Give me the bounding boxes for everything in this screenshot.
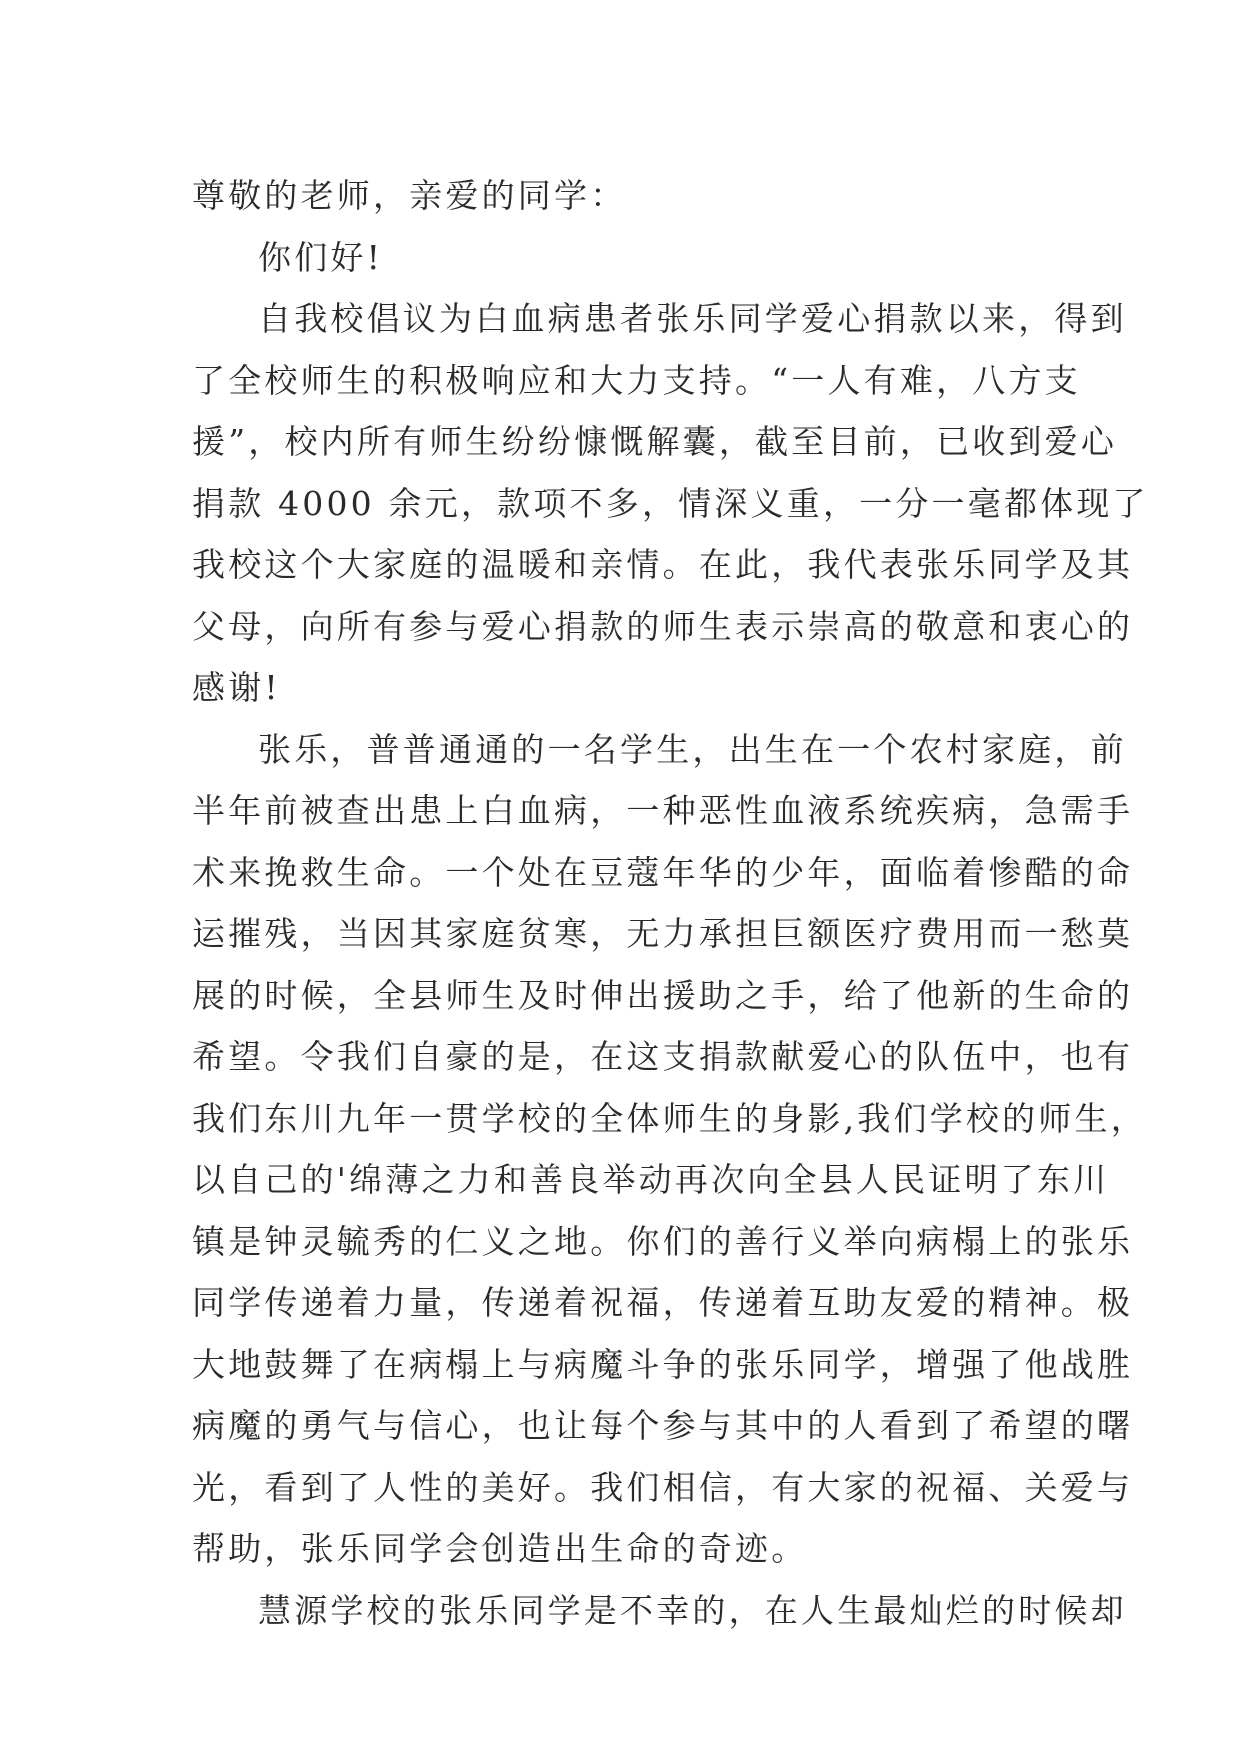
paragraph-line: 张乐，普普通通的一名学生，出生在一个农村家庭，前 — [258, 729, 1127, 769]
paragraph-line: 自我校倡议为白血病患者张乐同学爱心捐款以来，得到 — [258, 299, 1127, 338]
paragraph-line: 了全校师生的积极响应和大力支持。“一人有难，八方支 — [192, 360, 1081, 400]
paragraph-line: 帮助，张乐同学会创造出生命的奇迹。 — [192, 1529, 808, 1568]
paragraph-line: 展的时候，全县师生及时伸出援助之手，给了他新的生命的 — [192, 975, 1134, 1015]
paragraph-donation-thanks — [192, 288, 1149, 719]
paragraph-line: 大地鼓舞了在病榻上与病魔斗争的张乐同学，增强了他战胜 — [192, 1344, 1134, 1384]
paragraph-line: 慧源学校的张乐同学是不幸的，在人生最灿烂的时候却 — [258, 1590, 1127, 1630]
paragraph-line: 半年前被查出患上白血病，一种恶性血液系统疾病，急需手 — [192, 791, 1134, 830]
paragraph-line: 镇是钟灵毓秀的仁义之地。你们的善行义举向病榻上的张乐 — [192, 1221, 1134, 1261]
paragraph-line: 以自己的'绵薄之力和善良举动再次向全县人民证明了东川 — [192, 1160, 1110, 1199]
paragraph-line: 感谢! — [192, 668, 281, 707]
paragraph-line: 我们东川九年一贯学校的全体师生的身影,我们学校的师生， — [192, 1098, 1147, 1138]
paragraph-line: 父母，向所有参与爱心捐款的师生表示崇高的敬意和衷心的 — [192, 606, 1134, 646]
paragraph-line: 希望。令我们自豪的是，在这支捐款献爱心的队伍中，也有 — [192, 1037, 1134, 1076]
paragraph-line: 运摧残，当因其家庭贫寒，无力承担巨额医疗费用而一愁莫 — [192, 914, 1134, 953]
paragraph-line: 援”，校内所有师生纷纷慷慨解囊，截至目前，已收到爱心 — [192, 422, 1118, 461]
letter-page — [192, 165, 1149, 1641]
paragraph-zhangle-story — [192, 719, 1147, 1580]
paragraph-line: 术来挽救生命。一个处在豆蔻年华的少年，面临着惨酷的命 — [192, 852, 1134, 892]
paragraph-line: 我校这个大家庭的温暖和亲情。在此，我代表张乐同学及其 — [192, 545, 1134, 584]
paragraph-line: 光，看到了人性的美好。我们相信，有大家的祝福、关爱与 — [192, 1467, 1134, 1507]
paragraph-line: 同学传递着力量，传递着祝福，传递着互助友爱的精神。极 — [192, 1283, 1134, 1322]
salutation: 尊敬的老师，亲爱的同学： — [192, 176, 627, 215]
greeting: 你们好! — [258, 237, 384, 277]
paragraph-line: 病魔的勇气与信心，也让每个参与其中的人看到了希望的曙 — [192, 1406, 1134, 1445]
paragraph-huiyuan-school — [192, 1580, 1127, 1642]
paragraph-line: 捐款 4000 余元，款项不多，情深义重，一分一毫都体现了 — [192, 483, 1149, 523]
